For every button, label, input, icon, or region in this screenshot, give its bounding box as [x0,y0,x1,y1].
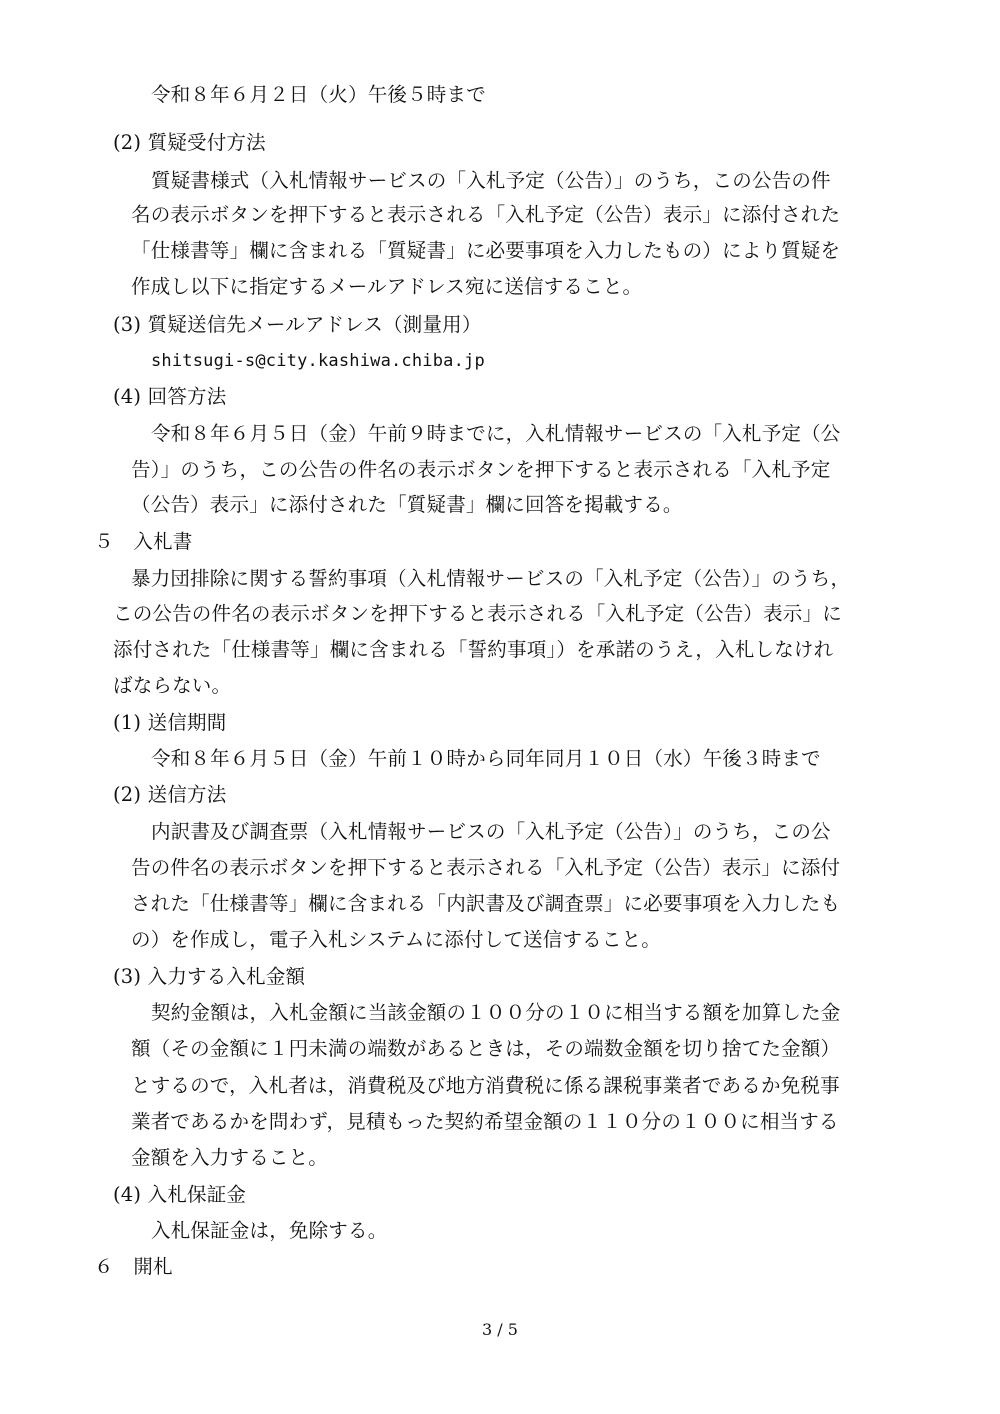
text-line: 令和８年６月５日（金）午前９時までに，入札情報サービスの「入札予定（公 [151,422,841,445]
text-line: された「仕様書等」欄に含まれる「内訳書及び調査票」に必要事項を入力したも [131,892,841,915]
text-line: 添付された「仕様書等」欄に含まれる「誓約事項」）を承諾のうえ，入札しなけれ [113,638,834,661]
text-line: 質疑書様式（入札情報サービスの「入札予定（公告）」のうち，この公告の件 [151,169,831,192]
text-line: 契約金額は，入札金額に当該金額の１００分の１０に相当する額を加算した金 [151,1001,841,1024]
item-heading: (4) 入札保証金 [113,1183,247,1206]
text-line: とするので，入札者は，消費税及び地方消費税に係る課税事業者であるか免税事 [131,1074,840,1097]
item-heading: (3) 入力する入札金額 [113,965,306,988]
text-line: 金額を入力すること。 [131,1146,329,1169]
item-heading: (1) 送信期間 [113,711,227,734]
text-line: この公告の件名の表示ボタンを押下すると表示される「入札予定（公告）表示」に [113,602,842,625]
text-line: 暴力団排除に関する誓約事項（入札情報サービスの「入札予定（公告）」のうち， [131,567,851,590]
text-line: 業者であるかを問わず，見積もった契約希望金額の１１０分の１００に相当する [131,1110,839,1133]
text-line: 「仕様書等」欄に含まれる「質疑書」に必要事項を入力したもの）により質疑を [131,239,841,262]
text-line: ばならない。 [113,674,232,697]
text-line: 内訳書及び調査票（入札情報サービスの「入札予定（公告）」のうち，この公 [151,820,831,843]
item-heading: (2) 質疑受付方法 [113,131,266,154]
section-heading: ６ 開札 [94,1255,173,1278]
page-number: 3 / 5 [482,1320,518,1339]
text-line: （公告）表示」に添付された「質疑書」欄に回答を掲載する。 [131,493,683,516]
text-line: 作成し以下に指定するメールアドレス宛に送信すること。 [131,275,643,298]
text-line: 告の件名の表示ボタンを押下すると表示される「入札予定（公告）表示」に添付 [131,856,841,879]
text-line: 令和８年６月２日（火）午後５時まで [151,83,486,106]
email-address: shitsugi-s@city.kashiwa.chiba.jp [151,351,485,371]
item-heading: (3) 質疑送信先メールアドレス（測量用） [113,313,482,336]
section-heading: ５ 入札書 [94,530,193,553]
text-line: 令和８年６月５日（金）午前１０時から同年同月１０日（水）午後３時まで [151,747,821,770]
text-line: の）を作成し，電子入札システムに添付して送信すること。 [131,928,661,951]
text-line: 名の表示ボタンを押下すると表示される「入札予定（公告）表示」に添付された [131,203,841,226]
text-line: 告）」のうち，この公告の件名の表示ボタンを押下すると表示される「入札予定 [131,458,831,481]
item-heading: (4) 回答方法 [113,385,227,408]
text-line: 入札保証金は，免除する。 [151,1219,388,1242]
text-line: 額（その金額に１円未満の端数があるときは，その端数金額を切り捨てた金額） [131,1037,841,1060]
item-heading: (2) 送信方法 [113,783,227,806]
